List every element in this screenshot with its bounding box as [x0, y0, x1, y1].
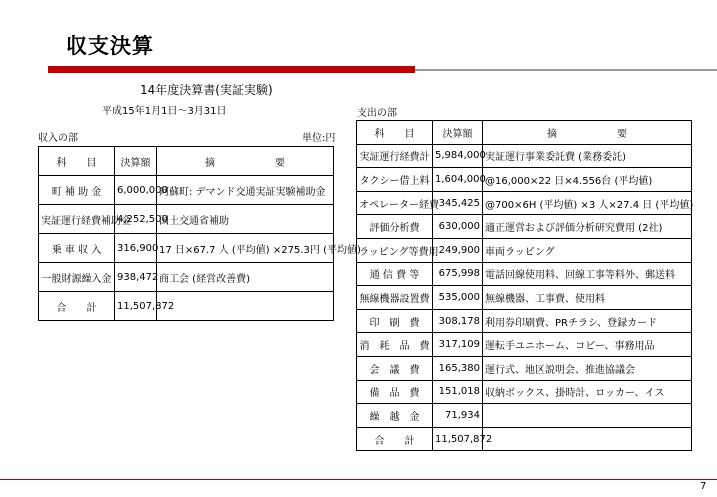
total-note: [483, 427, 692, 451]
table-header-row: [39, 147, 334, 176]
row-note: 運行式、地区説明会、推進協議会: [483, 356, 692, 380]
header-amount: 決算額: [115, 147, 157, 176]
row-note: 利用券印刷費、PRチラシ、登録カード: [483, 309, 692, 333]
row-note: 収納ボックス、掛時計、ロッカー、イス: [483, 380, 692, 404]
table-row: [357, 286, 692, 310]
header-category: 科 目: [357, 121, 433, 145]
row-note: 商工会 (経営改善費): [157, 263, 334, 292]
total-note: [157, 292, 334, 321]
total-label: 合 計: [39, 292, 115, 321]
row-category: タクシー借上料: [357, 168, 433, 192]
table-row: [357, 404, 692, 428]
row-category: 消 耗 品 費: [357, 333, 433, 357]
page-number: 7: [700, 481, 707, 492]
table-row: [357, 380, 692, 404]
table-row: [357, 215, 692, 239]
row-amount: 4,252,500: [115, 205, 157, 234]
table-row: [39, 234, 334, 263]
table-row: [357, 144, 692, 168]
header-note: 摘 要: [157, 147, 334, 176]
row-category: 実証運行経費計: [357, 144, 433, 168]
document-title: 14年度決算書(実証実験): [140, 83, 273, 97]
row-note: @16,000×22 日×4.556台 (平均値): [483, 168, 692, 192]
footer-rule: [0, 479, 717, 480]
row-amount: 938,472: [115, 263, 157, 292]
total-amount: 11,507,872: [115, 292, 157, 321]
row-amount: 308,178: [433, 309, 483, 333]
row-category: 印 刷 費: [357, 309, 433, 333]
row-note: @700×6H (平均値) ×3 人×27.4 日 (平均値): [483, 191, 692, 215]
header-amount: 決算額: [433, 121, 483, 145]
row-amount: 165,380: [433, 356, 483, 380]
expense-table: [356, 120, 692, 451]
row-note: 17 日×67.7 人 (平均値) ×275.3円 (平均値): [157, 234, 334, 263]
row-note: [483, 404, 692, 428]
total-row: [357, 427, 692, 451]
table-header-row: [357, 121, 692, 145]
table-row: [357, 333, 692, 357]
title-accent-bar: [48, 66, 415, 73]
slide-title: 収支決算: [66, 34, 154, 58]
row-amount: 6,000,000: [115, 176, 157, 205]
expense-heading: 支出の部: [357, 108, 397, 119]
table-row: [357, 238, 692, 262]
header-category: 科 目: [39, 147, 115, 176]
row-category: 一般財源繰入金: [39, 263, 115, 292]
row-amount: 316,900: [115, 234, 157, 263]
row-category: 評価分析費: [357, 215, 433, 239]
income-heading: 収入の部: [38, 133, 78, 144]
unit-label: 単位:円: [302, 133, 336, 144]
row-category: 通 信 費 等: [357, 262, 433, 286]
table-row: [39, 205, 334, 234]
row-amount: 630,000: [433, 215, 483, 239]
row-category: 乗 車 収 入: [39, 234, 115, 263]
total-row: [39, 292, 334, 321]
row-note: 電話回線使用料、回線工事等料外、郵送料: [483, 262, 692, 286]
total-amount: 11,507,872: [433, 427, 483, 451]
row-amount: 1,604,000: [433, 168, 483, 192]
row-amount: 317,109: [433, 333, 483, 357]
table-row: [357, 309, 692, 333]
table-row: [39, 176, 334, 205]
table-row: [357, 168, 692, 192]
row-note: 無線機器、工事費、使用料: [483, 286, 692, 310]
row-category: 備 品 費: [357, 380, 433, 404]
row-amount: 5,984,000: [433, 144, 483, 168]
row-note: 国土交通省補助: [157, 205, 334, 234]
table-row: [39, 263, 334, 292]
row-note: 阿蘇町: デマンド交通実証実験補助金: [157, 176, 334, 205]
row-note: 実証運行事業委託費 (業務委託): [483, 144, 692, 168]
row-category: 町 補 助 金: [39, 176, 115, 205]
row-category: 会 議 費: [357, 356, 433, 380]
row-category: 無線機器設置費: [357, 286, 433, 310]
row-note: 適正運営および評価分析研究費用 (2社): [483, 215, 692, 239]
table-row: [357, 191, 692, 215]
header-note: 摘 要: [483, 121, 692, 145]
row-category: 繰 越 金: [357, 404, 433, 428]
table-row: [357, 262, 692, 286]
row-category: ラッピング等費用: [357, 238, 433, 262]
row-note: 運転手ユニホーム、コピー、事務用品: [483, 333, 692, 357]
income-table: [38, 146, 361, 321]
row-amount: 71,934: [433, 404, 483, 428]
row-category: 実証運行経費補助金: [39, 205, 115, 234]
total-label: 合 計: [357, 427, 433, 451]
row-amount: 151,018: [433, 380, 483, 404]
row-note: 車両ラッピング: [483, 238, 692, 262]
row-category: オペレーター経費: [357, 191, 433, 215]
row-amount: 535,000: [433, 286, 483, 310]
table-row: [357, 356, 692, 380]
row-amount: 249,900: [433, 238, 483, 262]
row-amount: 345,425: [433, 191, 483, 215]
row-amount: 675,998: [433, 262, 483, 286]
title-divider-line: [415, 69, 717, 71]
fiscal-period: 平成15年1月1日～3月31日: [102, 106, 227, 117]
